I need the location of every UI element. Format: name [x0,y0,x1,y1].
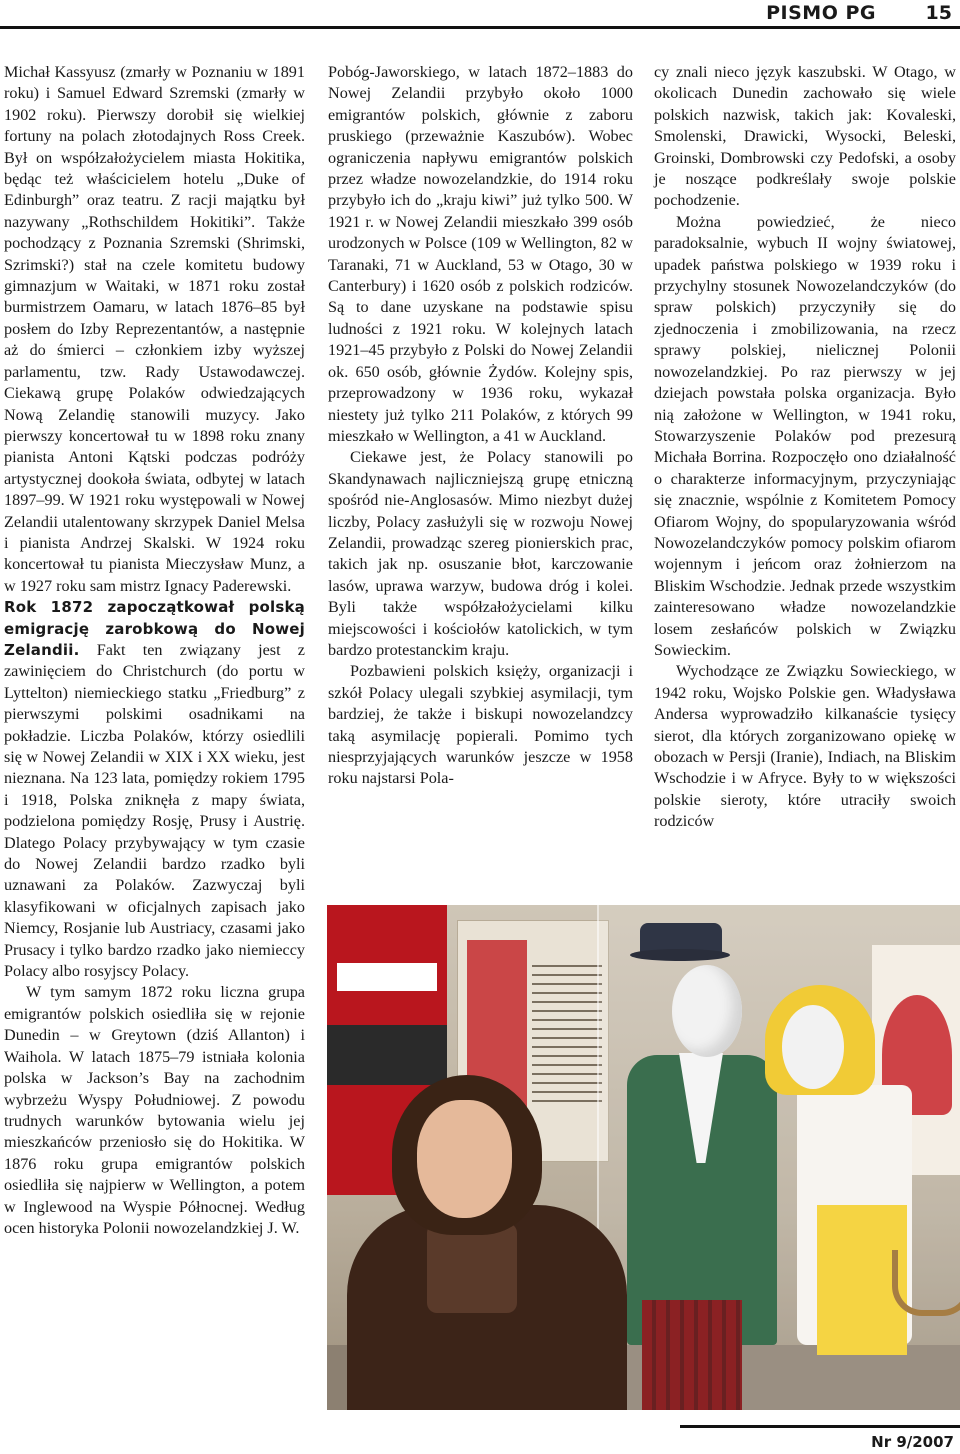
issue-number: Nr 9/2007 [871,1433,954,1451]
footer-rule [680,1425,960,1428]
text-column-3 [654,62,956,833]
paragraph-body: Fakt ten związany jest z zawinięciem do Christchurch (do portu w Lyttelton) niemieckiego statku „Friedburg” z pierwszymi polskimi osadnikami na pokładzie. Liczba Polaków, którzy osiedlili się w Nowej Zelandii w XIX i XX wieku, jest nieznana. Na 123 lata, pomiędzy rokiem 1795 i 1918, Polska zniknęła z mapy świata, podzielona pomiędzy Rosję, Prusy i Austrię. Dlatego Polacy przybywający w tym czasie do Nowej Zelandii bardzo rzadko byli uznawani za Polaków. Zazwyczaj byli klasyfikowani w oficjalnych zapisach jako Niemcy, Rosjanie lub Austriacy, czasami jako Prusacy i tylko bardzo rzadko jako niemieccy Polacy albo rosyjscy Polacy. [4,640,305,981]
page-number: 15 [925,2,952,24]
woman-face [417,1100,512,1218]
woman-scarf [427,1223,517,1313]
magazine-title: PISMO PG [766,2,876,24]
poster-panel [327,1025,447,1085]
paragraph: Pobóg-Jaworskiego, w latach 1872–1883 do Nowej Zelandii przybyło około 1000 emigrantów polskich, głównie z zaboru pruskiego (przeważnie Kaszubów). Wobec ograniczenia napływu emigrantów polskich przez władze nowozelandzkie, do 1914 roku przybyło ich do „kraju kiwi” już tylko 500. W 1921 r. w Nowej Zelandii mieszkało 399 osób urodzonych w Polsce (109 w Wellington, 82 w Taranaki, 71 w Auckland, 53 w Otago, 30 w Canterbury) i 1620 osób z polskich rodziców. Są to dane uzyskane na podstawie spisu ludności z 1921 roku. W kolejnych latach 1921–45 przybyło z Polski do Nowej Zelandii ok. 650 osób, głównie Żydów. Kolejny spis, przeprowadzony w 1936 roku, wykazał niestety już tylko 211 Polaków, z których 99 mieszkało w Wellington, a 41 w Auckland. [328,63,633,445]
poster-text-block [532,965,602,1105]
display-case-glass [597,905,960,1410]
paragraph-with-lead [4,597,305,982]
exhibition-photo [327,905,960,1410]
paragraph: Można powiedzieć, że nieco paradoksalnie, wybuch II wojny światowej, upadek państwa polskiego w 1939 roku i przychylny stosunek Nowozelandczyków (do spraw polskich) przyczyniły się do zjednoczenia i zmobilizowania, na rzecz sprawy polskiej, nielicznej Polonii nowozelandzkiej. Po raz pierwszy w jej dziejach powstała polska organizacja. Było nią założone w Wellington, w 1941 roku, Stowarzyszenie Polaków pod prezesurą Michała Borrina. Rozpoczęło ono działalność o charakterze informacyjnym, przyczyniając się znacznie, wspólnie z Komitetem Pomocy Ofiarom Wojny, do spopularyzowania wśród Nowozelandczyków pomocy polskim ofiarom wojennym i jeńcom oraz żołnierzom na Bliskim Wschodzie. Jednak przede wszystkim zainteresowano władze nowozelandzkie losem zesłańców polskich w Związku Sowieckim. [654,212,956,659]
paragraph: cy znali nieco język kaszubski. W Otago, w okolicach Dunedin zachowało się wiele polskich nazwisk, takich jak: Kovaleski, Smolenski, Drawicki, Wysocki, Beleski, Groinski, Dombrowski czy Pedofski, a osoby je noszące podkreślały swoje polskie pochodzenie. [654,63,956,210]
paragraph: Ciekawe jest, że Polacy stanowili po Skandynawach najliczniejszą grupę etniczną spośród nie-Anglosasów. Mimo niezbyt dużej liczby, Polacy zasłużyli się w rozwoju Nowej Zelandii, prowadząc szereg pionierskich prac, takich jak np. osuszanie błot, karczowanie lasów, uprawa warzyw, budowa dróg i kolei. Byli także współzałożycielami kilku miejscowości i kościołów katolickich, w tym bardzo protestanckim kraju. [328,448,633,659]
poster-stripe [337,963,437,991]
text-column-1 [4,62,305,1239]
paragraph: Wychodzące ze Związku Sowieckiego, w 1942 roku, Wojsko Polskie gen. Władysława Andersa wyprowadziło kilkanaście tysięcy sierot, dla których zorganizowano opiekę w obozach w Persji (Iranie), Indiach, na Bliskim Wschodzie i w Afryce. Były to w większości polskie sieroty, które utraciły swoich rodziców [654,662,956,831]
header-rule [0,26,960,29]
section-lead: Rok 1872 zapoczątkował polską emigrację zarobkową do Nowej Zelandii. [4,598,305,659]
text-column-2 [328,62,633,790]
paragraph: Pozbawieni polskich księży, organizacji i szkół Polacy ulegali szybkiej asymilacji, tym bardziej, że także i biskupi nowozelandzcy taką asymilację popierali. Pomimo tych niesprzyjających warunków jeszcze w 1958 roku najstarsi Pola- [328,662,633,788]
paragraph: Michał Kassyusz (zmarły w Poznaniu w 1891 roku) i Samuel Edward Szremski (zmarły w 1902 roku). Pierwszy dorobił się wielkiej fortuny na polach złotodajnych Ross Creek. Był on współzałożycielem miasta Hokitika, będąc też właścicielem hotelu „Duke of Edinburgh” oraz teatru. Z racji majątku był nazywany „Rothschildem Hokitiki”. Także pochodzący z Poznania Szremski (Shrimski, Szrimski?) stał na czele komitetu budowy gimnazjum w Waitaki, w 1871 roku został burmistrzem Oamaru, w latach 1876–85 był posłem do Izby Reprezentantów, a następnie aż do śmierci – członkiem izby wyższej parlamentu, tzw. Rady Ustawodawczej. Ciekawą grupę Polaków odwiedzających Nową Zelandię stanowili muzycy. Jako pierwszy koncertował tu w 1898 roku znany pianista Antoni Kątski podczas podróży artystycznej dookoła świata, odbytej w latach 1897–99. W 1921 roku występowali w Nowej Zelandii utalentowany skrzypek Daniel Melsa i pianista Andrzej Skalski. W 1924 roku koncertował tu pianista Mieczysław Munz, a w 1927 roku sam mistrz Ignacy Paderewski. [4,63,305,595]
paragraph: W tym samym 1872 roku liczna grupa emigrantów polskich osiedliła się w rejonie Dunedin – w Greytown (dziś Allanton) i Waihola. W latach 1875–79 istniała kolonia polska w Jackson’s Bay na zachodnim wybrzeżu Wyspy Południowej. Z powodu trudnych warunków bytowania wielu jej mieszkańców przeniosło się do Hokitika. W 1876 roku grupa emigrantów polskich osiedliła się najpierw w Wellington, a potem w Inglewood na Wyspie Północnej. Według ocen historyka Polonii nowozelandzkiej J. W. [4,983,305,1237]
